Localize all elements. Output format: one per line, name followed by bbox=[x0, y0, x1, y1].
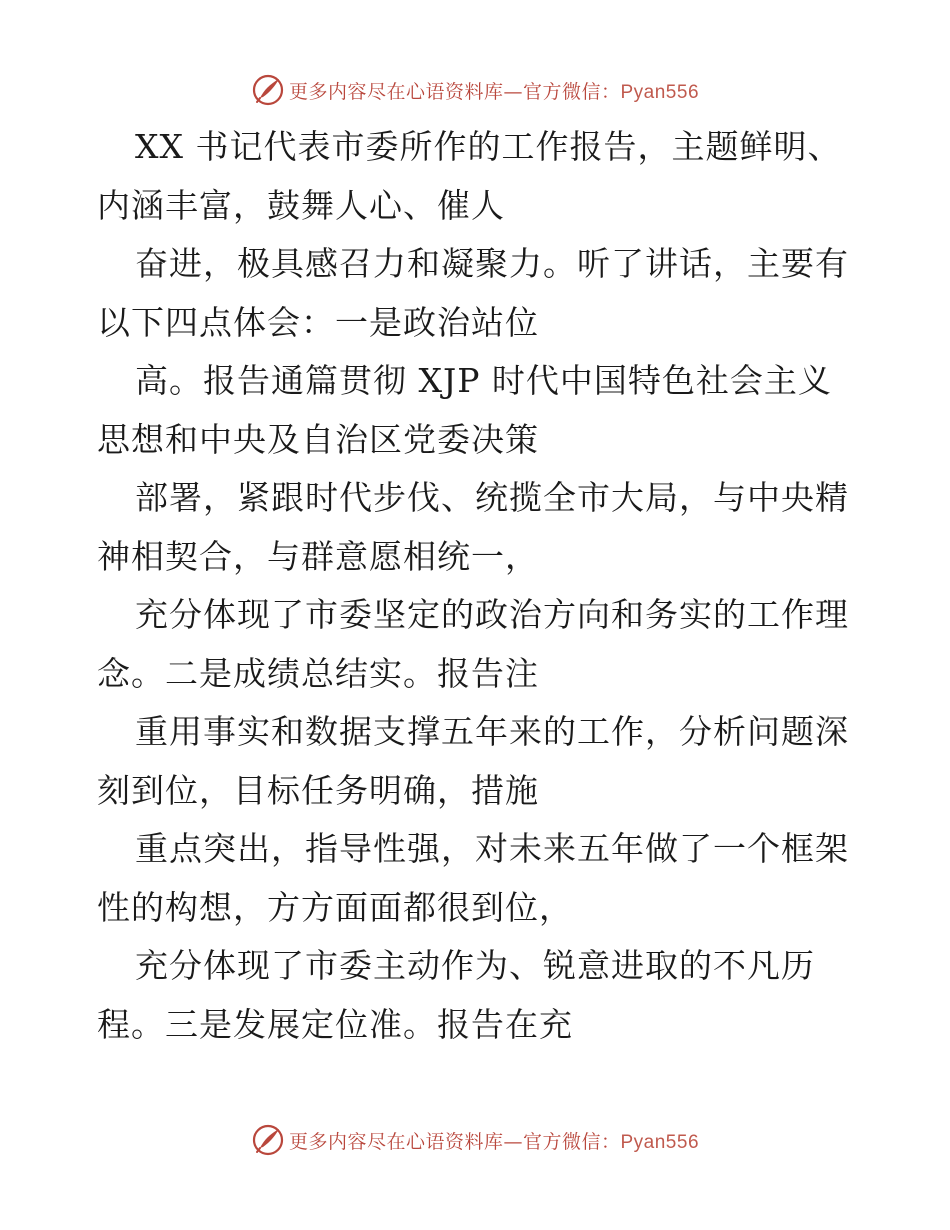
quill-pen-logo-icon bbox=[251, 1123, 285, 1157]
footer-wechat-id: Pyan556 bbox=[620, 1131, 700, 1153]
text-line: 重点突出，指导性强，对未来五年做了一个框架 bbox=[135, 829, 849, 868]
header-wechat-id: Pyan556 bbox=[620, 81, 700, 103]
text-line: 高。报告通篇贯彻 XJP 时代中国特色社会主义 bbox=[135, 361, 832, 400]
text-line: 内涵丰富，鼓舞人心、催人 bbox=[97, 185, 505, 225]
header-banner bbox=[0, 70, 950, 110]
document-body bbox=[97, 118, 857, 1054]
text-line: 部署，紧跟时代步伐、统揽全市大局，与中央精 bbox=[135, 478, 849, 517]
text-line: 程。三是发展定位准。报告在充 bbox=[97, 1004, 573, 1044]
text-line: 思想和中央及自治区党委决策 bbox=[97, 419, 539, 459]
text-line: XX 书记代表市委所作的工作报告，主题鲜明、 bbox=[135, 127, 842, 166]
text-line: 念。二是成绩总结实。报告注 bbox=[97, 653, 539, 693]
text-line: 神相契合，与群意愿相统一， bbox=[97, 536, 539, 576]
header-banner-label: 更多内容尽在心语资料库—官方微信：Pyan556 bbox=[288, 80, 700, 103]
quill-pen-logo-icon bbox=[251, 73, 285, 107]
text-line: 重用事实和数据支撑五年来的工作，分析问题深 bbox=[135, 712, 849, 751]
text-line: 刻到位，目标任务明确，措施 bbox=[97, 770, 539, 810]
footer-banner bbox=[0, 1120, 950, 1160]
text-line: 充分体现了市委主动作为、锐意进取的不凡历 bbox=[135, 946, 815, 985]
text-line: 以下四点体会：一是政治站位 bbox=[97, 302, 539, 342]
footer-banner-label: 更多内容尽在心语资料库—官方微信：Pyan556 bbox=[288, 1130, 700, 1153]
text-line: 性的构想，方方面面都很到位， bbox=[97, 887, 573, 927]
text-line: 充分体现了市委坚定的政治方向和务实的工作理 bbox=[135, 595, 849, 634]
text-line: 奋进，极具感召力和凝聚力。听了讲话，主要有 bbox=[135, 244, 849, 283]
